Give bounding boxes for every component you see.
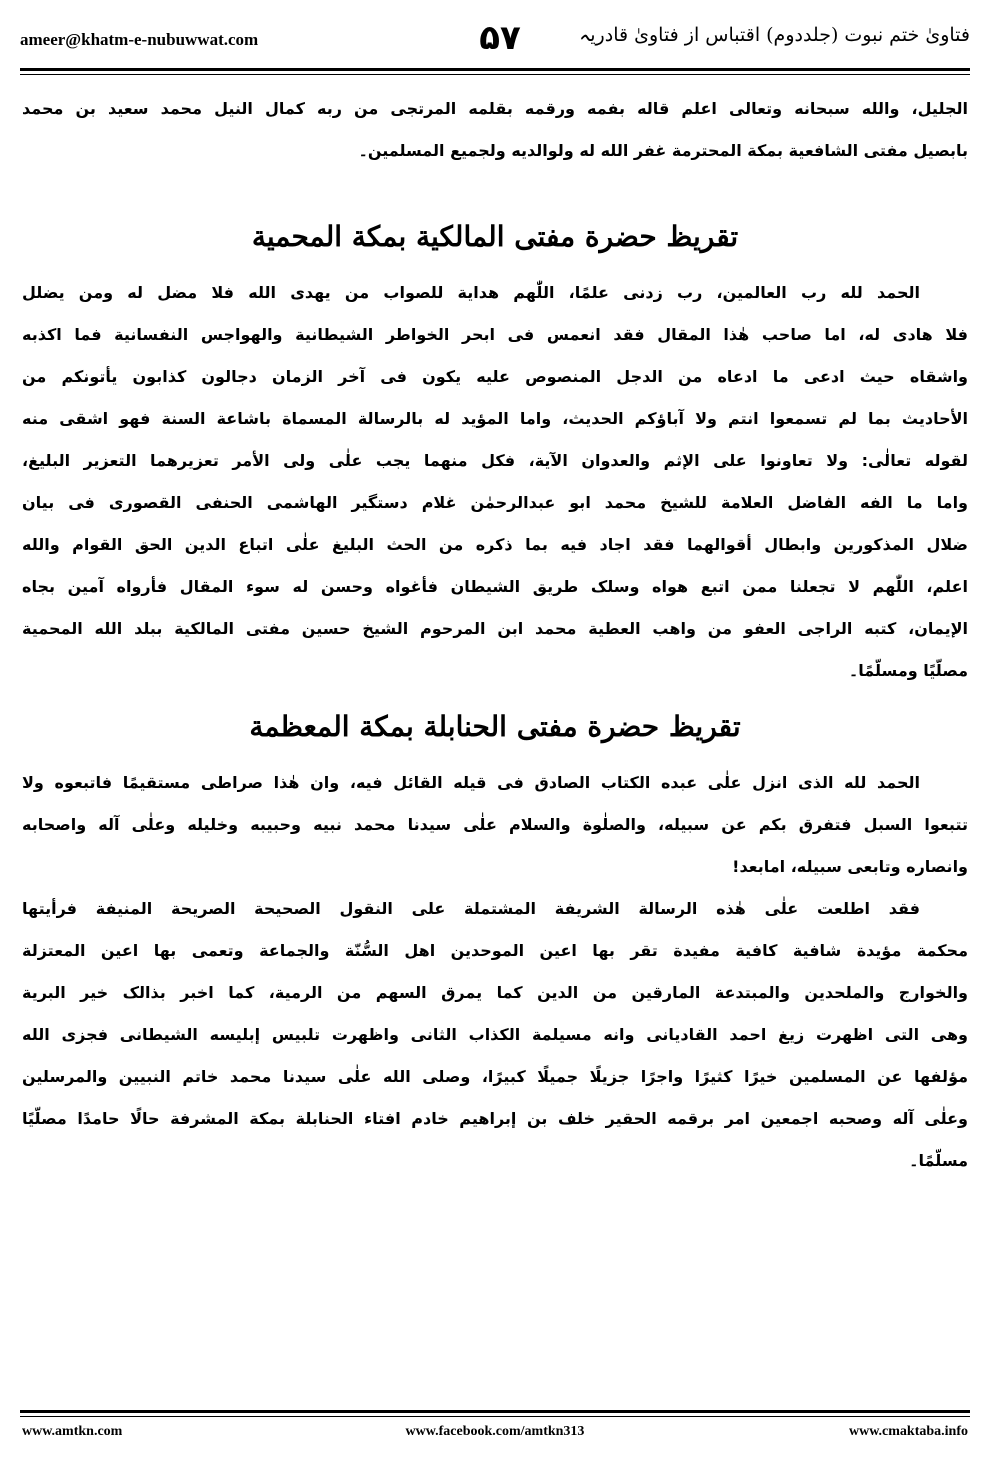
paragraph-line: محكمة مؤيدة شافية كافية مفيدة تقر بها اعين الموحدين اهل السُّنّة والجماعة وتعمى بها اعين المعتزلة xyxy=(22,941,968,960)
header-email: ameer@khatm-e-nubuwwat.com xyxy=(20,30,259,49)
footer-link-cmaktaba: www.cmaktaba.info xyxy=(848,1424,968,1439)
paragraph-line: مصلّيًا ومسلّمًا۔ xyxy=(848,661,968,680)
spacer xyxy=(22,172,968,202)
header-rule xyxy=(20,68,970,71)
paragraph-line: واما ما الفه الفاضل العلامة للشيخ محمد ابو عبدالرحمٰن غلام دستگير الهاشمى الحنفى القصورى فى بيان xyxy=(22,493,968,512)
intro-line: بابصيل مفتى الشافعية بمكة المحترمة غفر الله له ولوالديه ولجميع المسلمين۔ xyxy=(358,141,968,160)
footer-rule-thin xyxy=(20,1416,970,1417)
paragraph-line: فقد اطلعت علٰى هٰذه الرسالة الشريفة المشتملة على النقول الصحيحة الصريحة المنيفة فرأيتها xyxy=(22,899,920,918)
section-heading-maliki: تقريظ حضرة مفتى المالكية بمكة المحمية xyxy=(251,220,739,253)
paragraph-line: الحمد لله الذى انزل علٰى عبده الكتاب الصادق فى قيله القائل فيه، وان هٰذا صراطى مستقيمًا فاتبعوه ولا xyxy=(22,773,920,792)
book-title: فتاویٰ ختم نبوت (جلددوم) اقتباس از فتاویٰ قادریہ xyxy=(579,24,970,46)
footer-link-facebook: www.facebook.com/amtkn313 xyxy=(405,1424,585,1439)
paragraph-line: فلا هادى له، اما صاحب هٰذا المقال فقد انعمس فى ابحر الخواطر الشيطانية والهواجس النفسانية فما اكذبه xyxy=(22,325,968,344)
footer-rule xyxy=(20,1410,970,1413)
page-header xyxy=(20,18,970,66)
paragraph-line: ضلال المذكورين وابطال أقوالهما فقد اجاد فيه بما ذكره من الحث البليغ علٰى اتباع الدين الحق القوام والله xyxy=(22,535,968,554)
paragraph-line: وهى التى اظهرت زيغ احمد القاديانى وانه مسيلمة الكذاب الثانى واظهرت تلبيس إبليسه الشيطانى فجزى الله xyxy=(22,1025,968,1044)
paragraph-line: وعلٰى آله وصحبه اجمعين امر برقمه الحقير خلف بن إبراهيم خادم افتاء الحنابلة بمكة المشرفة حالًا حامدًا مصلّيًا xyxy=(22,1109,968,1128)
paragraph-line: لقوله تعالٰى: ولا تعاونوا على الإثم والعدوان الآية، فكل منهما يجب علٰى ولى الأمر تعزيرهما التعزير البليغ، xyxy=(22,451,968,470)
paragraph-line: مؤلفها عن المسلمين خيرًا كثيرًا واجرًا جزيلًا جميلًا كبيرًا، وصلى الله علٰى سيدنا محمد خاتم النبيين والمرسلين xyxy=(22,1067,968,1086)
paragraph-line: الإيمان، كتبه الراجى العفو من واهب العطية محمد ابن المرحوم الشيخ حسين مفتى المالكية ببلد الله المحمية xyxy=(22,619,968,638)
paragraph-line: تتبعوا السبل فتفرق بكم عن سبيله، والصلٰوة والسلام علٰى سيدنا محمد نبيه وحبيبه وخليله وعلٰى آله واصحابه xyxy=(22,815,968,834)
section-heading-hanbali: تقريظ حضرة مفتى الحنابلة بمكة المعظمة xyxy=(249,710,741,743)
footer-link-amtkn: www.amtkn.com xyxy=(22,1424,123,1439)
paragraph-line: مسلّمًا۔ xyxy=(909,1151,968,1170)
paragraph-line: والخوارج والملحدين والمبتدعة المارقين من الدين كما يمرق السهم من الرمية، كما اخبر بذالک خير البرية xyxy=(22,983,968,1002)
intro-line: الجليل، والله سبحانه وتعالى اعلم قاله بفمه ورقمه بقلمه المرتجى من ربه كمال النيل محمد سعيد بن محمد xyxy=(22,99,968,118)
header-rule-thin xyxy=(20,74,970,75)
page-content xyxy=(22,88,968,1182)
page-footer xyxy=(20,1424,970,1448)
paragraph-line: الحمد لله رب العالمين، رب زدنى علمًا، اللّٰهم هداية للصواب من يهدى الله فلا مضل له ومن يضلل xyxy=(22,283,920,302)
paragraph-line: واشقاه حيث ادعى ما ادعاه من الدجل المنصوص عليه يكون فى آخر الزمان دجالون كذابون يأتونكم من xyxy=(22,367,968,386)
paragraph-line: وانصاره وتابعى سبيله، امابعد! xyxy=(732,857,968,876)
paragraph-line: الأحاديث بما لم تسمعوا انتم ولا آباؤكم الحديث، واما المؤيد له بالرسالة المسماة باشاعة السنة فهو اشقى منه xyxy=(22,409,968,428)
paragraph-line: اعلم، اللّٰهم لا تجعلنا ممن اتبع هواه وسلک طريق الشيطان فأغواه وحسن له سوء المقال فأرواه آمين بجاه xyxy=(22,577,968,596)
page-number: ۵۷ xyxy=(479,18,521,58)
